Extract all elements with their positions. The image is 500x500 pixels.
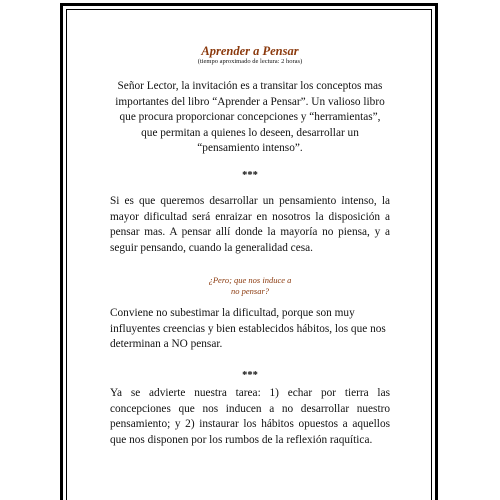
question-callout <box>110 275 390 297</box>
task-paragraph: Ya se advierte nuestra tarea: 1) echar por tierra las concepciones que nos inducen a no desarrollar nuestro pensamiento; y 2) instaurar los hábitos opuestos a aquellos que nos disponen por los rumbos de la reflexión raquítica. <box>110 387 390 446</box>
question-line: ¿Pero; que nos induce a <box>208 275 292 285</box>
document-title: Aprender a Pensar <box>201 44 299 58</box>
beliefs-paragraph: Conviene no subestimar la dificultad, porque son muy influyentes creencias y bien establecidos hábitos, los que nos determinan a NO pensar. <box>110 307 386 351</box>
intro-paragraph: Señor Lector, la invitación es a transitar los conceptos mas importantes del libro “Aprender a Pensar”. Un valioso libro que procura proporcionar concepciones y “herramientas”, que permitan a quienes lo deseen, desarrollar un “pensamiento intenso”. <box>115 80 385 155</box>
section-separator: *** <box>242 370 258 381</box>
reading-time-note: (tiempo aproximado de lectura: 2 horas) <box>197 58 303 65</box>
section-separator: *** <box>242 170 258 181</box>
question-line: no pensar? <box>230 286 269 296</box>
difficulty-paragraph: Si es que queremos desarrollar un pensamiento intenso, la mayor dificultad será enraizar en nosotros la disposición a pensar mas. A pensar allí donde la mayoría no piensa, y a seguir pensando, cuando la generalidad cesa. <box>110 195 390 254</box>
